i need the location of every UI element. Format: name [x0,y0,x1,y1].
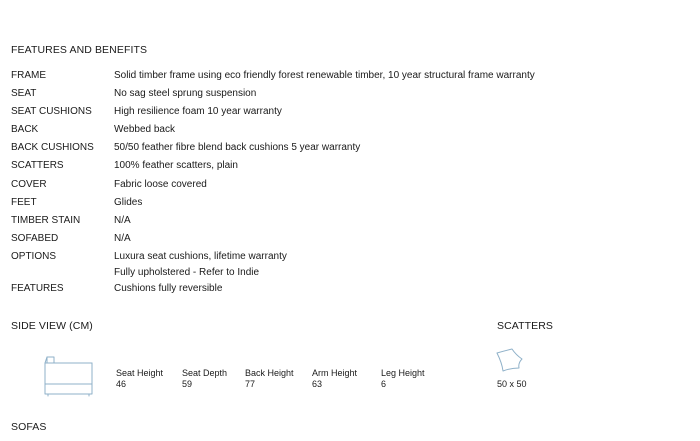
features-spec-list [11,70,631,301]
spec-row-seat-cushions [11,106,631,118]
dimension-value: 46 [116,378,127,389]
spec-row-cover [11,179,631,191]
spec-row-scatters [11,160,631,172]
spec-value: 100% feather scatters, plain [114,160,238,172]
spec-value: Fully upholstered - Refer to Indie [114,266,260,278]
dimension-label: Seat Height [116,368,164,378]
dimension-seat-depth [182,368,227,389]
dimension-label: Seat Depth [182,368,228,378]
dimension-arm-height [312,368,357,389]
spec-value: Luxura seat cushions, lifetime warranty [114,250,287,262]
spec-value: N/A [114,232,131,244]
spec-row-timber-stain [11,215,631,227]
dimension-value: 59 [182,378,193,389]
dimension-value: 6 [381,378,387,389]
dimension-leg-height [381,368,425,389]
spec-value: No sag steel sprung suspension [114,88,257,100]
spec-row-features [11,283,631,295]
dimension-label: Leg Height [381,368,425,378]
spec-value: Glides [114,196,143,208]
scatter-size: 50 x 50 [497,379,527,389]
dimension-label: Arm Height [312,368,358,378]
spec-row-frame [11,70,631,82]
spec-label: TIMBER STAIN [11,214,81,226]
spec-label: SEAT [11,88,37,100]
spec-row-back [11,124,631,136]
spec-row-sofabed [11,233,631,245]
spec-label: SCATTERS [11,160,64,172]
scatter-cushion-icon [495,347,527,373]
spec-value: 50/50 feather fibre blend back cushions 5 year warranty [114,142,361,154]
spec-label: SOFABED [11,232,59,244]
spec-label: FRAME [11,70,46,81]
spec-label: FEATURES [11,282,64,294]
spec-row-feet [11,197,631,209]
spec-value: Solid timber frame using eco friendly forest renewable timber, 10 year structural frame warranty [114,70,535,81]
side-view-title: SIDE VIEW (CM) [11,320,93,332]
spec-label: FEET [11,196,37,208]
spec-label: COVER [11,178,47,190]
sofa-side-profile-icon [42,354,96,398]
features-title: FEATURES AND BENEFITS [11,44,148,56]
scatters-title: SCATTERS [497,320,554,332]
spec-row-options [11,251,631,279]
spec-value: Cushions fully reversible [114,282,223,294]
dimension-value: 63 [312,378,323,389]
spec-row-back-cushions [11,142,631,154]
spec-value: Webbed back [114,124,175,136]
spec-row-seat [11,88,631,100]
spec-label: BACK CUSHIONS [11,142,94,154]
spec-value: High resilience foam 10 year warranty [114,106,282,118]
spec-label: BACK [11,124,39,136]
dimension-value: 77 [245,378,256,389]
spec-label: OPTIONS [11,250,57,262]
dimension-back-height [245,368,294,389]
dimension-seat-height [116,368,163,389]
dimension-label: Back Height [245,368,294,378]
spec-label: SEAT CUSHIONS [11,106,92,118]
sofas-title: SOFAS [11,421,47,433]
spec-value: N/A [114,214,131,226]
spec-value: Fabric loose covered [114,178,207,190]
